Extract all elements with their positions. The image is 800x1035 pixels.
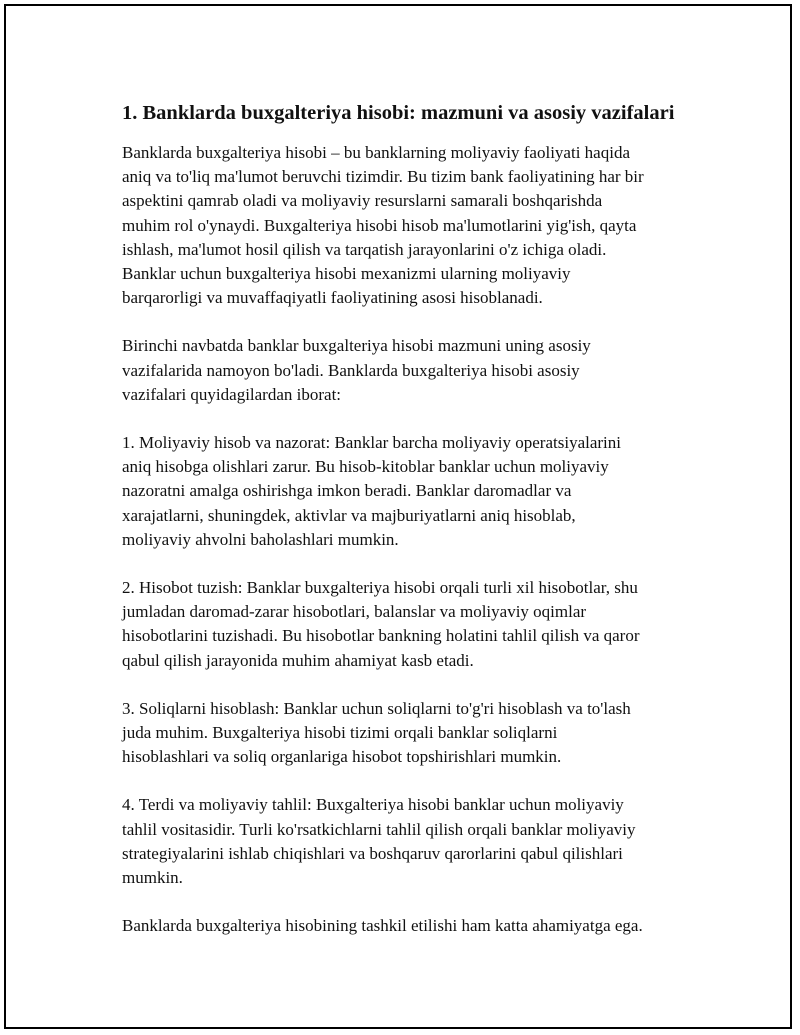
- text-line: xarajatlarni, shuningdek, aktivlar va majburiyatlarni aniq hisoblab,: [122, 505, 576, 525]
- text-line: hisobotlarini tuzishadi. Bu hisobotlar bankning holatini tahlil qilish va qaror: [122, 626, 640, 646]
- text-line: 3. Soliqlarni hisoblash: Banklar uchun soliqlarni to'g'ri hisoblash va to'lash: [122, 698, 631, 718]
- paragraph: [122, 334, 712, 407]
- document-body: [122, 99, 712, 962]
- text-line: Banklar uchun buxgalteriya hisobi mexanizmi ularning moliyaviy: [122, 264, 571, 284]
- text-line: juda muhim. Buxgalteriya hisobi tizimi orqali banklar soliqlarni: [122, 723, 558, 743]
- paragraph: [122, 914, 712, 938]
- paragraph: [122, 141, 712, 310]
- text-line: vazifalarida namoyon bo'ladi. Banklarda buxgalteriya hisobi asosiy: [122, 360, 580, 380]
- text-line: 4. Terdi va moliyaviy tahlil: Buxgalteriya hisobi banklar uchun moliyaviy: [122, 795, 624, 815]
- text-line: hisoblashlari va soliq organlariga hisobot topshirishlari mumkin.: [122, 747, 562, 767]
- text-line: jumladan daromad-zarar hisobotlari, balanslar va moliyaviy oqimlar: [122, 602, 587, 622]
- paragraph: [122, 431, 712, 552]
- text-line: ishlash, ma'lumot hosil qilish va tarqatish jarayonlarini o'z ichiga oladi.: [122, 239, 607, 259]
- paragraph: [122, 793, 712, 890]
- paragraph-list: [122, 141, 712, 938]
- text-line: qabul qilish jarayonida muhim ahamiyat kasb etadi.: [122, 650, 474, 670]
- text-line: 1. Moliyaviy hisob va nazorat: Banklar barcha moliyaviy operatsiyalarini: [122, 433, 621, 453]
- text-line: nazoratni amalga oshirishga imkon beradi. Banklar daromadlar va: [122, 481, 572, 501]
- paragraph: [122, 697, 712, 770]
- text-line: muhim rol o'ynaydi. Buxgalteriya hisobi hisob ma'lumotlarini yig'ish, qayta: [122, 215, 637, 235]
- text-line: aniq va to'liq ma'lumot beruvchi tizimdir. Bu tizim bank faoliyatining har bir: [122, 167, 644, 187]
- text-line: Banklarda buxgalteriya hisobining tashkil etilishi ham katta ahamiyatga ega.: [122, 916, 643, 936]
- text-line: 2. Hisobot tuzish: Banklar buxgalteriya hisobi orqali turli xil hisobotlar, shu: [122, 578, 638, 598]
- text-line: aspektini qamrab oladi va moliyaviy resurslarni samarali boshqarishda: [122, 191, 603, 211]
- text-line: vazifalari quyidagilardan iborat:: [122, 384, 342, 404]
- text-line: aniq hisobga olishlari zarur. Bu hisob-kitoblar banklar uchun moliyaviy: [122, 457, 609, 477]
- paragraph: [122, 576, 712, 673]
- text-line: mumkin.: [122, 868, 183, 888]
- text-line: barqarorligi va muvaffaqiyatli faoliyatining asosi hisoblanadi.: [122, 288, 543, 308]
- text-line: Birinchi navbatda banklar buxgalteriya hisobi mazmuni uning asosiy: [122, 336, 591, 356]
- text-line: moliyaviy ahvolni baholashlari mumkin.: [122, 529, 399, 549]
- text-line: Banklarda buxgalteriya hisobi – bu banklarning moliyaviy faoliyati haqida: [122, 143, 630, 162]
- text-line: tahlil vositasidir. Turli ko'rsatkichlarni tahlil qilish orqali banklar moliyaviy: [122, 819, 636, 839]
- text-line: strategiyalarini ishlab chiqishlari va boshqaruv qarorlarini qabul qilishlari: [122, 843, 623, 863]
- page-frame: [4, 4, 792, 1029]
- document-title: 1. Banklarda buxgalteriya hisobi: mazmuni va asosiy vazifalari: [122, 102, 675, 124]
